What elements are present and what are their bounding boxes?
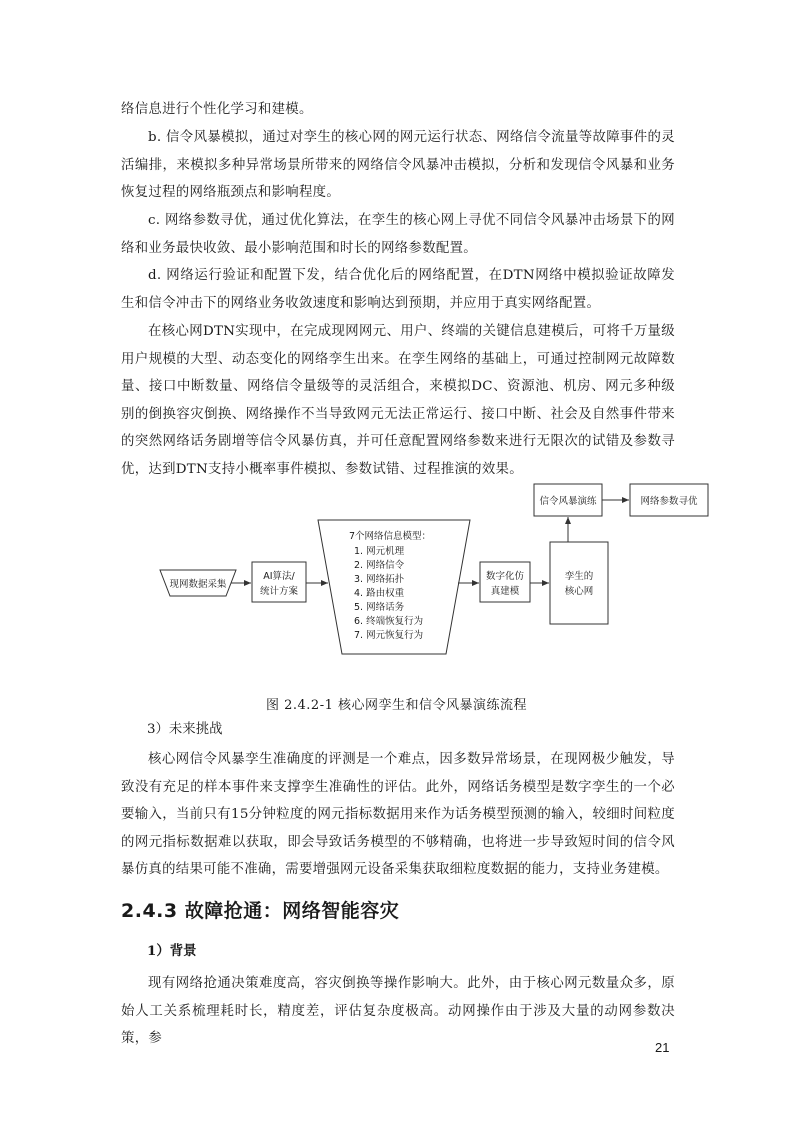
node-sim-label-1: 数字化仿 bbox=[485, 571, 525, 582]
model-item: 4. 路由权重 bbox=[354, 588, 405, 599]
figure-caption: 图 2.4.2-1 核心网孪生和信令风暴演练流程 bbox=[265, 698, 527, 713]
model-item: 7. 网元恢复行为 bbox=[354, 630, 424, 641]
model-item: 2. 网络信令 bbox=[354, 560, 405, 571]
node-sim-label-2: 真建模 bbox=[490, 586, 520, 597]
subheading-background: 1）背景 bbox=[147, 943, 197, 959]
paragraph-item-d: d. 网络运行验证和配置下发，结合优化后的网络配置，在DTN网络中模拟验证故障发生和信令冲击下的网络业务收敛速度和影响达到预期，并应用于真实网络配置。 bbox=[121, 268, 675, 311]
paragraph-dtn: 在核心网DTN实现中，在完成现网网元、用户、终端的关键信息建模后，可将千万量级用户规模的大型、动态变化的网络孪生出来。在孪生网络的基础上，可通过控制网元故障数量、接口中断数量、网络信令量级等的灵活组合，来模拟DC、资源池、机房、网元多种级别的倒换容灾倒换、网络操作不当导致网元无法正常运行、接口中断、社会及自然事件带来的突然网络话务剧增等信令风暴仿真，并可任意配置网络参数来进行无限次的试错及参数寻优，达到DTN支持小概率事件模拟、参数试错、过程推演的效果。 bbox=[121, 324, 675, 477]
paragraph-background: 现有网络抢通决策难度高，容灾倒换等操作影响大。此外，由于核心网元数量众多，原始人工关系梳理耗时长，精度差，评估复杂度极高。动网操作由于涉及大量的动网参数决策，参 bbox=[121, 976, 675, 1047]
models-title: 7个网络信息模型： bbox=[349, 531, 432, 542]
page-number: 21 bbox=[655, 1040, 670, 1055]
node-twin-label-1: 孪生的 bbox=[564, 571, 594, 582]
flow-diagram bbox=[0, 470, 793, 680]
model-item: 3. 网络拓扑 bbox=[354, 574, 405, 585]
model-item: 6. 终端恢复行为 bbox=[354, 616, 424, 627]
node-ai-label-2: 统计方案 bbox=[259, 586, 299, 597]
node-twin-shape bbox=[550, 542, 608, 624]
node-ai-label-1: AI算法/ bbox=[263, 571, 295, 582]
node-collect-label: 现网数据采集 bbox=[169, 579, 227, 590]
section-heading: 2.4.3 故障抢通：网络智能容灾 bbox=[121, 900, 400, 922]
model-item: 1. 网元机理 bbox=[354, 546, 405, 557]
paragraph-item-c: c. 网络参数寻优，通过优化算法，在孪生的核心网上寻优不同信令风暴冲击场景下的网络和业务最快收敛、最小影响范围和时长的网络参数配置。 bbox=[121, 213, 675, 256]
model-item: 5. 网络话务 bbox=[354, 602, 405, 613]
node-twin-label-2: 核心网 bbox=[564, 586, 594, 597]
subheading-challenge: 3）未来挑战 bbox=[147, 722, 223, 737]
node-storm-label: 信令风暴演练 bbox=[539, 496, 597, 507]
paragraph-continuation: 络信息进行个性化学习和建模。 bbox=[121, 102, 313, 117]
node-param-label: 网络参数寻优 bbox=[640, 496, 698, 507]
paragraph-challenge: 核心网信令风暴孪生准确度的评测是一个难点，因多数异常场景，在现网极少触发，导致没有充足的样本事件来支撑孪生准确性的评估。此外，网络话务模型是数字孪生的一个必要输入，当前只有15分钟粒度的网元指标数据用来作为话务模型预测的输入，较细时间粒度的网元指标数据难以获取，即会导致话务模型的不够精确，也将进一步导致短时间的信令风暴仿真的结果可能不准确，需要增强网元设备采集获取细粒度数据的能力，支持业务建模。 bbox=[121, 752, 675, 878]
paragraph-item-b: b. 信令风暴模拟，通过对孪生的核心网的网元运行状态、网络信令流量等故障事件的灵活编排，来模拟多种异常场景所带来的网络信令风暴冲击模拟，分析和发现信令风暴和业务恢复过程的网络瓶颈点和影响程度。 bbox=[121, 130, 675, 201]
